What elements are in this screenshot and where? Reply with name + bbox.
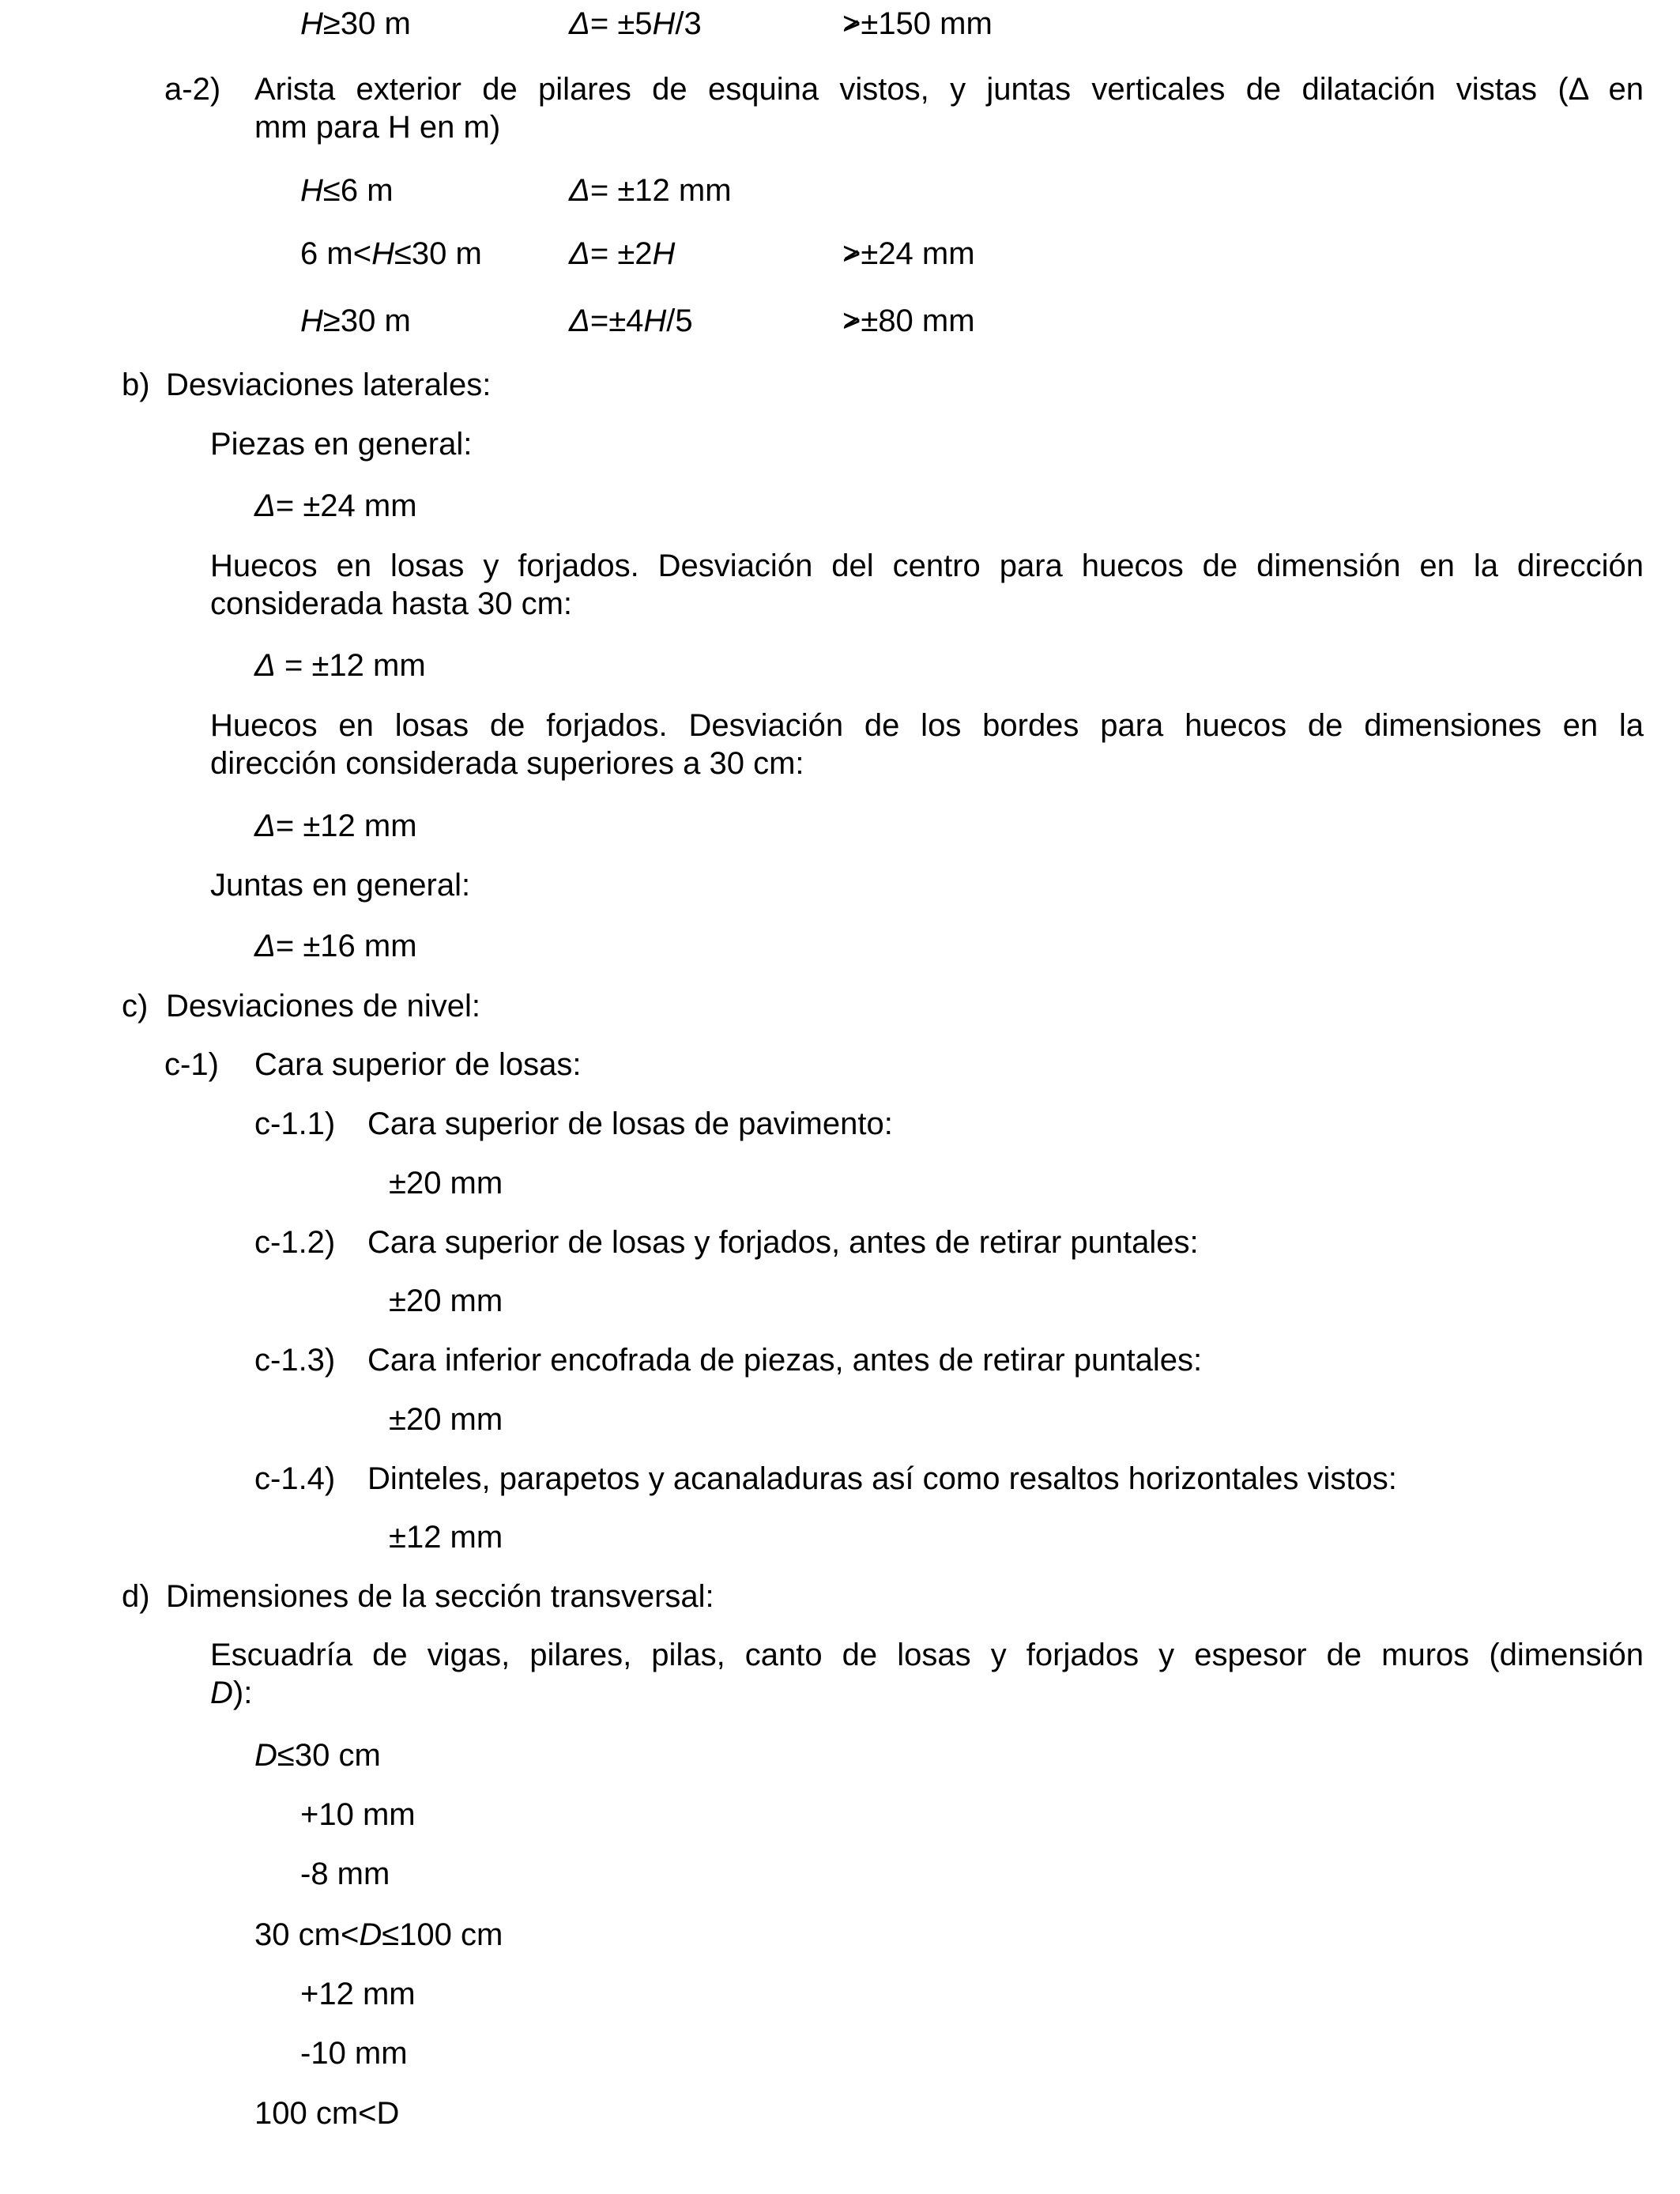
b-huecos1-paragraph [210,547,1644,623]
b-piezas-value: Δ= ±24 mm [254,488,417,523]
c12-label: c-1.2) [254,1225,336,1260]
a1-row-limit: >±150 mm [842,6,993,41]
c13-value: ±20 mm [389,1402,503,1437]
c11-value: ±20 mm [389,1166,503,1201]
b-title: Desviaciones laterales: [166,368,492,402]
b-label: b) [122,368,150,402]
c13-text: Cara inferior encofrada de piezas, antes de retirar puntales: [367,1343,1203,1378]
c12-value: ±20 mm [389,1284,503,1318]
not-greater-than-icon: > [842,6,861,41]
d-range2-minus: -10 mm [300,2036,408,2071]
d-paragraph [210,1636,1644,1712]
c11-label: c-1.1) [254,1106,336,1141]
d-text-line2: D): [210,1676,253,1710]
d-range1-cond: D≤30 cm [254,1738,381,1773]
b-huecos2-value: Δ= ±12 mm [254,809,417,843]
b-huecos1-line1: Huecos en losas y forjados. Desviación del centro para huecos de dimensión en la dirección [210,548,1644,583]
d-range1-plus: +10 mm [300,1797,416,1832]
b-piezas: Piezas en general: [210,427,473,462]
a2-row3-h: H≥30 m [300,303,411,338]
c13-label: c-1.3) [254,1343,336,1378]
a2-text-line1: Arista exterior de pilares de esquina vistos, y juntas verticales de dilatación vistas (Δ en [254,72,1644,107]
d-text-line1: Escuadría de vigas, pilares, pilas, canto de losas y forjados y espesor de muros (dimensión [210,1638,1644,1672]
a2-row2-limit: >±24 mm [842,236,975,271]
c12-text: Cara superior de losas y forjados, antes de retirar puntales: [367,1225,1199,1260]
d-range2-plus: +12 mm [300,1977,416,2011]
d-title: Dimensiones de la sección transversal: [166,1579,714,1614]
c14-text: Dinteles, parapetos y acanaladuras así como resaltos horizontales vistos: [367,1461,1397,1496]
d-label: d) [122,1579,150,1614]
a2-row2-h: 6 m<H≤30 m [300,236,482,271]
c14-value: ±12 mm [389,1520,503,1555]
b-huecos1-line2: considerada hasta 30 cm: [210,586,573,621]
a2-text-line2: mm para H en m) [254,110,501,145]
a2-row2-delta: Δ= ±2H [569,236,676,271]
c-title: Desviaciones de nivel: [166,989,480,1023]
a2-paragraph [254,70,1644,146]
a2-row3-limit: >±80 mm [842,303,975,338]
d-range3-cond: 100 cm<D [254,2096,400,2131]
a2-row1-h: H≤6 m [300,173,394,208]
a2-label: a-2) [164,72,221,107]
c11-text: Cara superior de losas de pavimento: [367,1106,893,1141]
b-huecos2-line1: Huecos en losas de forjados. Desviación de los bordes para huecos de dimensiones en la [210,708,1644,743]
a2-row1-delta: Δ= ±12 mm [569,173,732,208]
d-range1-minus: -8 mm [300,1857,390,1891]
b-huecos2-line2: dirección considerada superiores a 30 cm: [210,746,804,781]
b-juntas-value: Δ= ±16 mm [254,929,417,963]
a1-row-h: H≥30 m [300,6,411,41]
a2-row3-delta: Δ=±4H/5 [569,303,693,338]
not-greater-than-icon: > [842,236,861,271]
b-huecos2-paragraph [210,707,1644,782]
d-range2-cond: 30 cm<D≤100 cm [254,1917,503,1952]
not-greater-than-icon: > [842,303,861,338]
b-huecos1-value: Δ = ±12 mm [254,648,426,683]
c1-label: c-1) [164,1047,219,1082]
a1-row-delta: Δ= ±5H/3 [569,6,702,41]
c14-label: c-1.4) [254,1461,336,1496]
c-label: c) [122,989,149,1023]
b-juntas: Juntas en general: [210,868,471,903]
c1-title: Cara superior de losas: [254,1047,582,1082]
